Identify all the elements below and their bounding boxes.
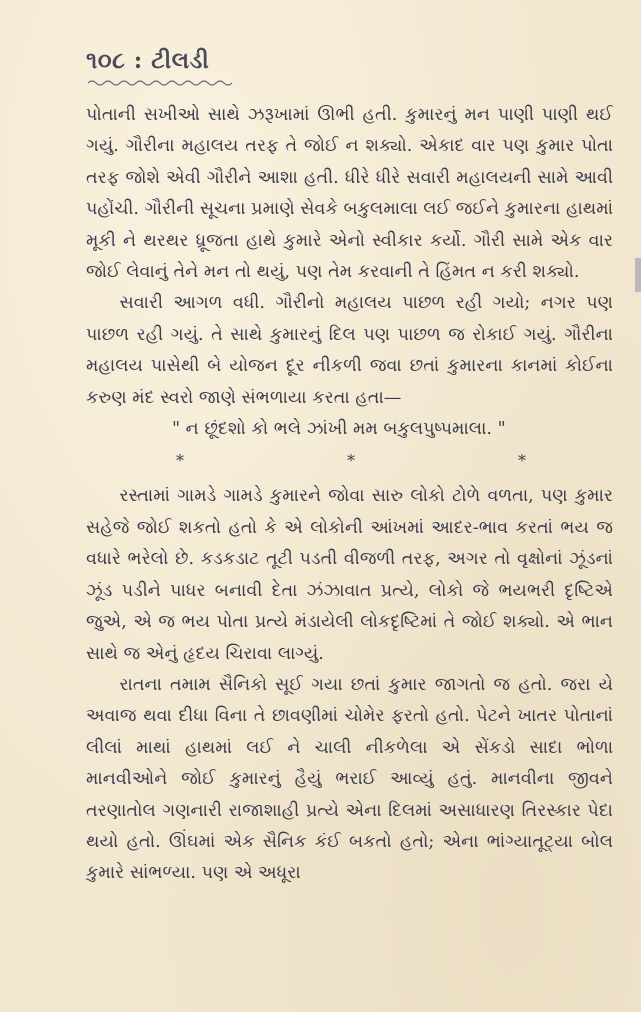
header-flourish-ornament [86,78,236,88]
paragraph-1: પોતાની સખીઓ સાથે ઝરૂખામાં ઊભી હતી. કુમારનું મન પાણી પાણી થઈ ગયું. ગૌરીના મહાલય તરફ તે જોઈ ન શક્યો. એકાદ વાર પણ કુમાર પોતા તરફ જોશે એવી ગૌરીને આશા હતી. ધીરે ધીરે સવારી મહાલયની સામે આવી પહોંચી. ગૌરીની સૂચના પ્રમાણે સેવકે બકુલમાલા લઈ જઈને કુમારના હાથમાં મૂકી ને થરથર ધ્રૂજતા હાથે કુમારે એનો સ્વીકાર કર્યો. ગૌરી સામે એક વાર જોઈ લેવાનું તેને મન તો થયું, પણ તેમ કરવાની તે હિંમત ન કરી શક્યો. [86,105,613,283]
page-header [86,46,246,76]
page-number-and-title: ૧૦૮ : ટીલડી [86,47,210,74]
section-break-asterism [176,447,526,475]
page-body [86,100,613,890]
verse-quote: " ન છૂંદશો કો ભલે ઝાંખી મમ બકુલપુષ્પમાલા. " [172,419,506,440]
asterism-star: * [176,451,184,471]
paragraph-3: રસ્તામાં ગામડે ગામડે કુમારને જોવા સારુ લોકો ટોળે વળતા, પણ કુમાર સહેજે જોઈ શકતો હતો કે એ લોકોની આંખમાં આદર-ભાવ કરતાં ભય જ વધારે ભરેલો છે. કડકડાટ તૂટી પડતી વીજળી તરફ, અગર તો વૃક્ષોનાં ઝૂંડનાં ઝૂંડ પડીને પાધર બનાવી દેતા ઝંઝાવાત પ્રત્યે, લોકો જે ભયભરી દૃષ્ટિએ જુએ, એ જ ભય પોતા પ્રત્યે મંડાયેલી લોકદૃષ્ટિમાં તે જોઈ શક્યો. એ ભાન સાથે જ એનું હૃદય ચિરાવા લાગ્યું. [86,486,613,664]
asterism-star: * [347,451,355,471]
asterism-star: * [518,451,526,471]
paragraph-4: રાતના તમામ સૈનિકો સૂઈ ગયા છતાં કુમાર જાગતો જ હતો. જરા યે અવાજ થવા દીધા વિના તે છાવણીમાં ચોમેર ફરતો હતો. પેટને ખાતર પોતાનાં લીલાં માથાં હાથમાં લઈ ને ચાલી નીકળેલા એ સેંકડો સાદા ભોળા માનવીઓને જોઈ કુમારનું હૈયું ભરાઈ આવ્યું હતું. માનવીના જીવને તરણાતોલ ગણનારી રાજાશાહી પ્રત્યે એના દિલમાં અસાધારણ તિરસ્કાર પેદા થયો હતો. ઊંઘમાં એક સૈનિક કંઈ બકતો હતો; એના ભાંગ્યાતૂટ્યા બોલ કુમારે સાંભળ્યા. પણ એ અધૂરા [86,674,613,884]
page-edge-mark [635,258,641,292]
paragraph-2: સવારી આગળ વધી. ગૌરીનો મહાલય પાછળ રહી ગયો; નગર પણ પાછળ રહી ગયું. તે સાથે કુમારનું દિલ પણ પાછળ જ રોકાઈ ગયું. ગૌરીના મહાલય પાસેથી બે યોજન દૂર નીકળી જવા છતાં કુમારના કાનમાં કોઈના કરુણ મંદ સ્વરો જાણે સંભળાયા કરતા હતા— [86,293,613,408]
